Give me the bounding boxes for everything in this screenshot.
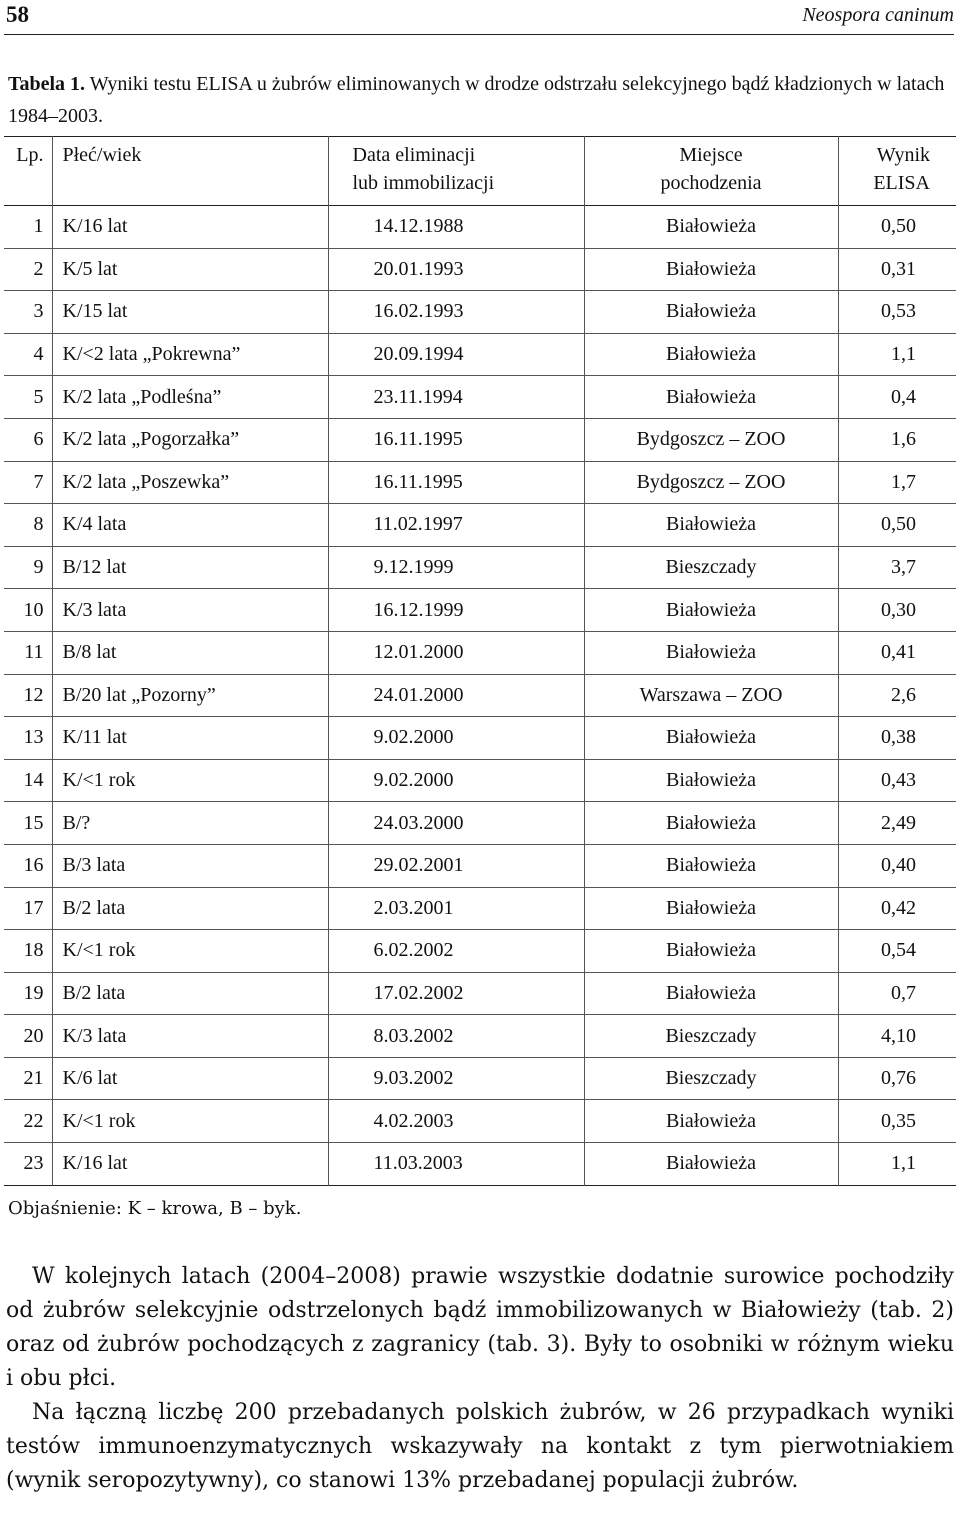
- cell-elisa: 0,53: [881, 300, 916, 323]
- table-row: [4, 1015, 956, 1058]
- cell-sex-age: B/12 lat: [52, 546, 328, 589]
- cell-sex-age: B/20 lat „Pozorny”: [52, 674, 328, 717]
- page-header: [4, 0, 954, 35]
- cell-lp: 2: [4, 248, 52, 291]
- cell-lp: 22: [4, 1100, 52, 1143]
- table-row: [4, 1143, 956, 1186]
- cell-lp: 15: [4, 802, 52, 845]
- table-row: [4, 674, 956, 717]
- cell-place: Białowieża: [584, 1100, 838, 1143]
- cell-lp: 1: [4, 206, 52, 249]
- cell-lp: 13: [4, 717, 52, 760]
- cell-date: 9.12.1999: [328, 546, 584, 589]
- cell-date: 24.01.2000: [328, 674, 584, 717]
- cell-place: Białowieża: [584, 589, 838, 632]
- elisa-results-table: [4, 136, 956, 1186]
- cell-elisa: 0,50: [881, 215, 916, 238]
- cell-elisa: 0,30: [881, 598, 916, 621]
- cell-sex-age: B/2 lata: [52, 972, 328, 1015]
- header-date: [328, 137, 584, 206]
- cell-place: Białowieża: [584, 717, 838, 760]
- cell-date: 9.03.2002: [328, 1057, 584, 1100]
- cell-lp: 18: [4, 930, 52, 973]
- cell-sex-age: K/6 lat: [52, 1057, 328, 1100]
- table-row: [4, 333, 956, 376]
- cell-lp: 16: [4, 844, 52, 887]
- cell-elisa: 1,6: [891, 428, 916, 451]
- cell-elisa: 0,31: [881, 257, 916, 280]
- cell-sex-age: K/<1 rok: [52, 930, 328, 973]
- cell-lp: 3: [4, 291, 52, 334]
- header-date-line-2: lub immobilizacji: [352, 172, 495, 194]
- cell-date: 20.09.1994: [328, 333, 584, 376]
- table-row: [4, 972, 956, 1015]
- cell-elisa: 2,49: [881, 811, 916, 834]
- table-row: [4, 504, 956, 547]
- table-row: [4, 887, 956, 930]
- cell-date: 20.01.1993: [328, 248, 584, 291]
- table-row: [4, 1057, 956, 1100]
- table-row: [4, 418, 956, 461]
- cell-elisa: 0,38: [881, 726, 916, 749]
- cell-lp: 23: [4, 1143, 52, 1186]
- cell-lp: 10: [4, 589, 52, 632]
- paragraph-1: W kolejnych latach (2004–2008) prawie wszystkie dodatnie surowice pochodziły od żubrów selekcyjnie odstrzelonych bądź immobilizowanych w Białowieży (tab. 2) oraz od żubrów pochodzących z zagranicy (tab. 3). Były to osobniki w różnym wieku i obu płci.: [6, 1264, 954, 1391]
- cell-sex-age: B/2 lata: [52, 887, 328, 930]
- cell-date: 11.03.2003: [328, 1143, 584, 1186]
- cell-place: Białowieża: [584, 291, 838, 334]
- cell-sex-age: K/<1 rok: [52, 759, 328, 802]
- table-row: [4, 291, 956, 334]
- cell-date: 16.11.1995: [328, 461, 584, 504]
- cell-sex-age: B/?: [52, 802, 328, 845]
- table-caption: [8, 68, 953, 132]
- cell-elisa: 1,1: [891, 1152, 916, 1175]
- cell-date: 16.12.1999: [328, 589, 584, 632]
- cell-elisa: 4,10: [881, 1024, 916, 1047]
- cell-elisa: 0,42: [881, 896, 916, 919]
- table-row: [4, 1100, 956, 1143]
- cell-sex-age: K/3 lata: [52, 589, 328, 632]
- cell-lp: 19: [4, 972, 52, 1015]
- cell-sex-age: K/<2 lata „Pokrewna”: [52, 333, 328, 376]
- cell-date: 14.12.1988: [328, 206, 584, 249]
- table-caption-label: Tabela 1.: [8, 73, 86, 95]
- cell-place: Bieszczady: [584, 1057, 838, 1100]
- cell-lp: 9: [4, 546, 52, 589]
- cell-lp: 7: [4, 461, 52, 504]
- header-place-line-1: Miejsce: [679, 144, 743, 166]
- cell-place: Białowieża: [584, 248, 838, 291]
- cell-date: 2.03.2001: [328, 887, 584, 930]
- cell-date: 29.02.2001: [328, 844, 584, 887]
- cell-place: Białowieża: [584, 887, 838, 930]
- cell-place: Białowieża: [584, 759, 838, 802]
- cell-date: 16.11.1995: [328, 418, 584, 461]
- cell-elisa: 0,40: [881, 854, 916, 877]
- table-row: [4, 589, 956, 632]
- cell-place: Białowieża: [584, 844, 838, 887]
- header-elisa: [838, 137, 956, 206]
- table-row: [4, 461, 956, 504]
- cell-sex-age: K/2 lata „Podleśna”: [52, 376, 328, 419]
- table-row: [4, 546, 956, 589]
- table-header-row: [4, 137, 956, 206]
- cell-place: Bieszczady: [584, 1015, 838, 1058]
- cell-sex-age: K/15 lat: [52, 291, 328, 334]
- cell-lp: 4: [4, 333, 52, 376]
- table-row: [4, 248, 956, 291]
- header-sex-age: Płeć/wiek: [52, 137, 328, 206]
- cell-date: 11.02.1997: [328, 504, 584, 547]
- cell-elisa: 0,50: [881, 513, 916, 536]
- table-footnote: Objaśnienie: K – krowa, B – byk.: [8, 1198, 302, 1219]
- header-date-line-1: Data eliminacji: [352, 144, 476, 166]
- cell-sex-age: B/3 lata: [52, 844, 328, 887]
- table-body: [4, 206, 956, 1186]
- cell-elisa: 0,43: [881, 769, 916, 792]
- cell-lp: 12: [4, 674, 52, 717]
- cell-date: 9.02.2000: [328, 759, 584, 802]
- cell-date: 16.02.1993: [328, 291, 584, 334]
- header-elisa-line-1: Wynik: [876, 144, 930, 166]
- cell-elisa: 0,35: [881, 1109, 916, 1132]
- cell-place: Białowieża: [584, 206, 838, 249]
- cell-lp: 17: [4, 887, 52, 930]
- cell-sex-age: K/16 lat: [52, 1143, 328, 1186]
- cell-sex-age: K/5 lat: [52, 248, 328, 291]
- table-row: [4, 717, 956, 760]
- paragraph-2: Na łączną liczbę 200 przebadanych polskich żubrów, w 26 przypadkach wyniki testów immunoenzymatycznych wskazywały na kontakt z tym pierwotniakiem (wynik seropozytywny), co stanowi 13% przebadanej populacji żubrów.: [6, 1400, 954, 1493]
- header-elisa-line-2: ELISA: [873, 172, 930, 194]
- cell-place: Białowieża: [584, 333, 838, 376]
- table-row: [4, 759, 956, 802]
- cell-place: Białowieża: [584, 930, 838, 973]
- cell-lp: 6: [4, 418, 52, 461]
- cell-date: 9.02.2000: [328, 717, 584, 760]
- cell-elisa: 1,7: [891, 470, 916, 493]
- header-lp: Lp.: [4, 137, 52, 206]
- table-caption-text: Wyniki testu ELISA u żubrów eliminowanych w drodze odstrzału selekcyjnego bądź kładzionych w latach 1984–2003.: [8, 73, 945, 127]
- cell-sex-age: K/2 lata „Pogorzałka”: [52, 418, 328, 461]
- running-title: Neospora caninum: [802, 4, 954, 26]
- cell-sex-age: K/11 lat: [52, 717, 328, 760]
- cell-lp: 8: [4, 504, 52, 547]
- cell-sex-age: K/16 lat: [52, 206, 328, 249]
- cell-date: 6.02.2002: [328, 930, 584, 973]
- cell-lp: 11: [4, 631, 52, 674]
- cell-sex-age: B/8 lat: [52, 631, 328, 674]
- cell-date: 24.03.2000: [328, 802, 584, 845]
- cell-elisa: 0,41: [881, 641, 916, 664]
- table-row: [4, 930, 956, 973]
- cell-lp: 21: [4, 1057, 52, 1100]
- header-place: [584, 137, 838, 206]
- table-row: [4, 631, 956, 674]
- cell-elisa: 2,6: [891, 683, 916, 706]
- page-number: 58: [6, 2, 29, 27]
- cell-date: 4.02.2003: [328, 1100, 584, 1143]
- table-row: [4, 844, 956, 887]
- cell-place: Warszawa – ZOO: [584, 674, 838, 717]
- body-text: [6, 1260, 954, 1498]
- cell-elisa: 1,1: [891, 343, 916, 366]
- cell-place: Białowieża: [584, 972, 838, 1015]
- cell-elisa: 0,4: [891, 385, 916, 408]
- cell-place: Białowieża: [584, 376, 838, 419]
- cell-place: Białowieża: [584, 1143, 838, 1186]
- cell-sex-age: K/<1 rok: [52, 1100, 328, 1143]
- cell-place: Białowieża: [584, 504, 838, 547]
- cell-elisa: 0,76: [881, 1067, 916, 1090]
- header-place-line-2: pochodzenia: [660, 172, 762, 194]
- cell-date: 17.02.2002: [328, 972, 584, 1015]
- cell-sex-age: K/2 lata „Poszewka”: [52, 461, 328, 504]
- cell-date: 23.11.1994: [328, 376, 584, 419]
- cell-date: 8.03.2002: [328, 1015, 584, 1058]
- table-row: [4, 206, 956, 249]
- cell-sex-age: K/4 lata: [52, 504, 328, 547]
- cell-place: Bydgoszcz – ZOO: [584, 418, 838, 461]
- cell-elisa: 0,7: [891, 981, 916, 1004]
- cell-place: Białowieża: [584, 631, 838, 674]
- table-row: [4, 376, 956, 419]
- cell-lp: 20: [4, 1015, 52, 1058]
- cell-lp: 5: [4, 376, 52, 419]
- table-row: [4, 802, 956, 845]
- cell-sex-age: K/3 lata: [52, 1015, 328, 1058]
- cell-lp: 14: [4, 759, 52, 802]
- cell-place: Bieszczady: [584, 546, 838, 589]
- cell-place: Białowieża: [584, 802, 838, 845]
- cell-place: Bydgoszcz – ZOO: [584, 461, 838, 504]
- cell-elisa: 0,54: [881, 939, 916, 962]
- cell-date: 12.01.2000: [328, 631, 584, 674]
- cell-elisa: 3,7: [891, 556, 916, 579]
